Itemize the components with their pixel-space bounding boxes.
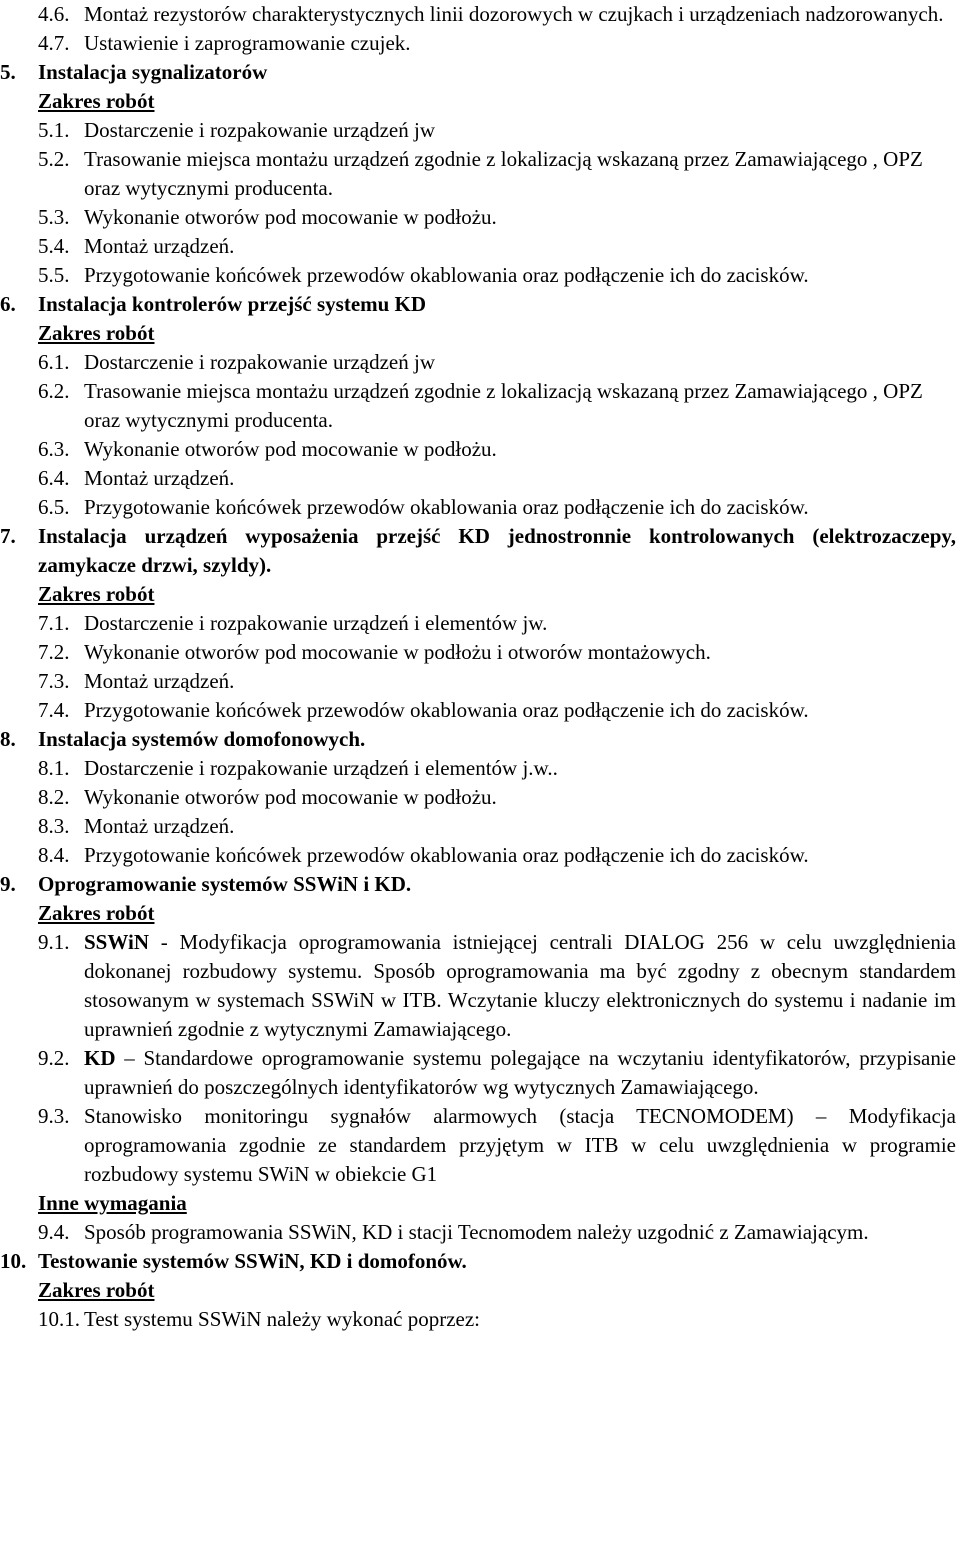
item-number: 9.3. — [38, 1104, 70, 1128]
item-number: 7.3. — [38, 669, 70, 693]
item-text: Dostarczenie i rozpakowanie urządzeń i elementów jw. — [84, 611, 548, 635]
section-title: Instalacja urządzeń wyposażenia przejść KD jednostronnie kontrolowanych (elektrozaczepy, zamykacze drzwi, szyldy). — [38, 524, 956, 577]
item-text: Dostarczenie i rozpakowanie urządzeń i elementów j.w.. — [84, 756, 558, 780]
subheading — [38, 1189, 956, 1218]
list-item — [38, 609, 956, 638]
item-number: 8.2. — [38, 785, 70, 809]
subheading — [38, 87, 956, 116]
item-body: - Modyfikacja oprogramowania istniejącej centrali DIALOG 256 w celu uwzględnienia dokonanej rozbudowy systemu. Sposób oprogramowania ma być zgodny z obecnym standardem stosowanym w systemach SSWiN w ITB. Wczytanie kluczy elektronicznych do systemu i nadanie im uprawnień zgodnie z wytycznymi Zamawiającego. — [84, 930, 956, 1041]
item-text: Ustawienie i zaprogramowanie czujek. — [84, 31, 411, 55]
section-title: Testowanie systemów SSWiN, KD i domofonów. — [38, 1249, 467, 1273]
subheading — [38, 580, 956, 609]
item-text: Montaż urządzeń. — [84, 466, 235, 490]
item-number: 4.6. — [38, 2, 70, 26]
section-heading — [0, 725, 956, 754]
item-text: Wykonanie otworów pod mocowanie w podłożu. — [84, 785, 497, 809]
list-item — [38, 783, 956, 812]
item-number: 5.2. — [38, 147, 70, 171]
item-number: 5.1. — [38, 118, 70, 142]
list-item — [38, 1305, 956, 1334]
section-heading — [0, 1247, 956, 1276]
item-text: Przygotowanie końcówek przewodów okablowania oraz podłączenie ich do zacisków. — [84, 698, 809, 722]
item-text: Trasowanie miejsca montażu urządzeń zgodnie z lokalizacją wskazaną przez Zamawiającego , OPZ oraz wytycznymi producenta. — [84, 147, 923, 200]
item-text: Przygotowanie końcówek przewodów okablowania oraz podłączenie ich do zacisków. — [84, 843, 809, 867]
section-number: 8. — [0, 727, 16, 751]
section-title: Oprogramowanie systemów SSWiN i KD. — [38, 872, 412, 896]
section-title: Instalacja systemów domofonowych. — [38, 727, 366, 751]
item-number: 7.2. — [38, 640, 70, 664]
section-title: Instalacja kontrolerów przejść systemu KD — [38, 292, 427, 316]
item-number: 8.1. — [38, 756, 70, 780]
list-item — [38, 1044, 956, 1102]
list-item — [38, 1102, 956, 1189]
item-text: Przygotowanie końcówek przewodów okablowania oraz podłączenie ich do zacisków. — [84, 263, 809, 287]
item-number: 6.3. — [38, 437, 70, 461]
list-item — [38, 232, 956, 261]
list-item — [38, 696, 956, 725]
subheading-label: Zakres robót — [38, 901, 155, 925]
item-number: 7.1. — [38, 611, 70, 635]
item-text: Wykonanie otworów pod mocowanie w podłożu. — [84, 205, 497, 229]
list-item — [38, 348, 956, 377]
section-title: Instalacja sygnalizatorów — [38, 60, 268, 84]
section-number: 5. — [0, 60, 16, 84]
item-number: 4.7. — [38, 31, 70, 55]
list-item — [38, 261, 956, 290]
list-item — [38, 435, 956, 464]
section-number: 9. — [0, 872, 16, 896]
item-number: 7.4. — [38, 698, 70, 722]
item-number: 6.4. — [38, 466, 70, 490]
section-heading — [0, 522, 956, 580]
item-number: 9.1. — [38, 930, 70, 954]
item-text: Montaż urządzeń. — [84, 234, 235, 258]
section-number: 7. — [0, 524, 16, 548]
item-text: Montaż urządzeń. — [84, 814, 235, 838]
item-number: 6.5. — [38, 495, 70, 519]
list-item — [38, 145, 956, 203]
item-text: Montaż rezystorów charakterystycznych linii dozorowych w czujkach i urządzeniach nadzorowanych. — [84, 2, 944, 26]
item-number: 5.3. — [38, 205, 70, 229]
list-item — [38, 928, 956, 1044]
item-number: 6.2. — [38, 379, 70, 403]
list-item — [38, 812, 956, 841]
item-number: 5.4. — [38, 234, 70, 258]
item-number: 5.5. — [38, 263, 70, 287]
subheading-label: Inne wymagania — [38, 1191, 187, 1215]
list-item — [38, 464, 956, 493]
section-heading — [0, 870, 956, 899]
list-item — [38, 29, 956, 58]
item-text: Przygotowanie końcówek przewodów okablowania oraz podłączenie ich do zacisków. — [84, 495, 809, 519]
item-number: 9.4. — [38, 1220, 70, 1244]
section-number: 10. — [0, 1249, 27, 1273]
list-item — [38, 116, 956, 145]
item-number: 9.2. — [38, 1046, 70, 1070]
list-item — [38, 0, 956, 29]
subheading — [38, 319, 956, 348]
subheading-label: Zakres robót — [38, 582, 155, 606]
list-item — [38, 638, 956, 667]
item-text: Stanowisko monitoringu sygnałów alarmowych (stacja TECNOMODEM) – Modyfikacja oprogramowania zgodnie ze standardem przyjętym w ITB w celu uwzględnienia w programie rozbudowy systemu SWiN w obiekcie G1 — [84, 1104, 956, 1186]
item-text — [38, 928, 956, 1044]
item-text: Dostarczenie i rozpakowanie urządzeń jw — [84, 118, 435, 142]
section-heading — [0, 290, 956, 319]
item-text: Montaż urządzeń. — [84, 669, 235, 693]
item-body: – Standardowe oprogramowanie systemu polegające na wczytaniu identyfikatorów, przypisanie uprawnień do poszczególnych identyfikatorów wg wytycznych Zamawiającego. — [84, 1046, 956, 1099]
item-text: Trasowanie miejsca montażu urządzeń zgodnie z lokalizacją wskazaną przez Zamawiającego , OPZ oraz wytycznymi producenta. — [84, 379, 923, 432]
section-number: 6. — [0, 292, 16, 316]
subheading-label: Zakres robót — [38, 321, 155, 345]
item-bold-lead: KD — [84, 1046, 116, 1070]
item-bold-lead: SSWiN — [84, 930, 149, 954]
item-text: Wykonanie otworów pod mocowanie w podłożu. — [84, 437, 497, 461]
item-number: 8.3. — [38, 814, 70, 838]
list-item — [38, 377, 956, 435]
list-item — [38, 754, 956, 783]
list-item — [38, 203, 956, 232]
section-heading — [0, 58, 956, 87]
item-number: 10.1. — [38, 1307, 80, 1331]
item-number: 6.1. — [38, 350, 70, 374]
list-item — [38, 1218, 956, 1247]
list-item — [38, 841, 956, 870]
item-text: Wykonanie otworów pod mocowanie w podłożu i otworów montażowych. — [84, 640, 711, 664]
subheading-label: Zakres robót — [38, 89, 155, 113]
item-text: Test systemu SSWiN należy wykonać poprzez: — [84, 1307, 481, 1331]
subheading — [38, 1276, 956, 1305]
item-text: Sposób programowania SSWiN, KD i stacji Tecnomodem należy uzgodnić z Zamawiającym. — [84, 1220, 869, 1244]
subheading — [38, 899, 956, 928]
subheading-label: Zakres robót — [38, 1278, 155, 1302]
item-text — [38, 1044, 956, 1102]
list-item — [38, 493, 956, 522]
item-number: 8.4. — [38, 843, 70, 867]
item-text: Dostarczenie i rozpakowanie urządzeń jw — [84, 350, 435, 374]
list-item — [38, 667, 956, 696]
